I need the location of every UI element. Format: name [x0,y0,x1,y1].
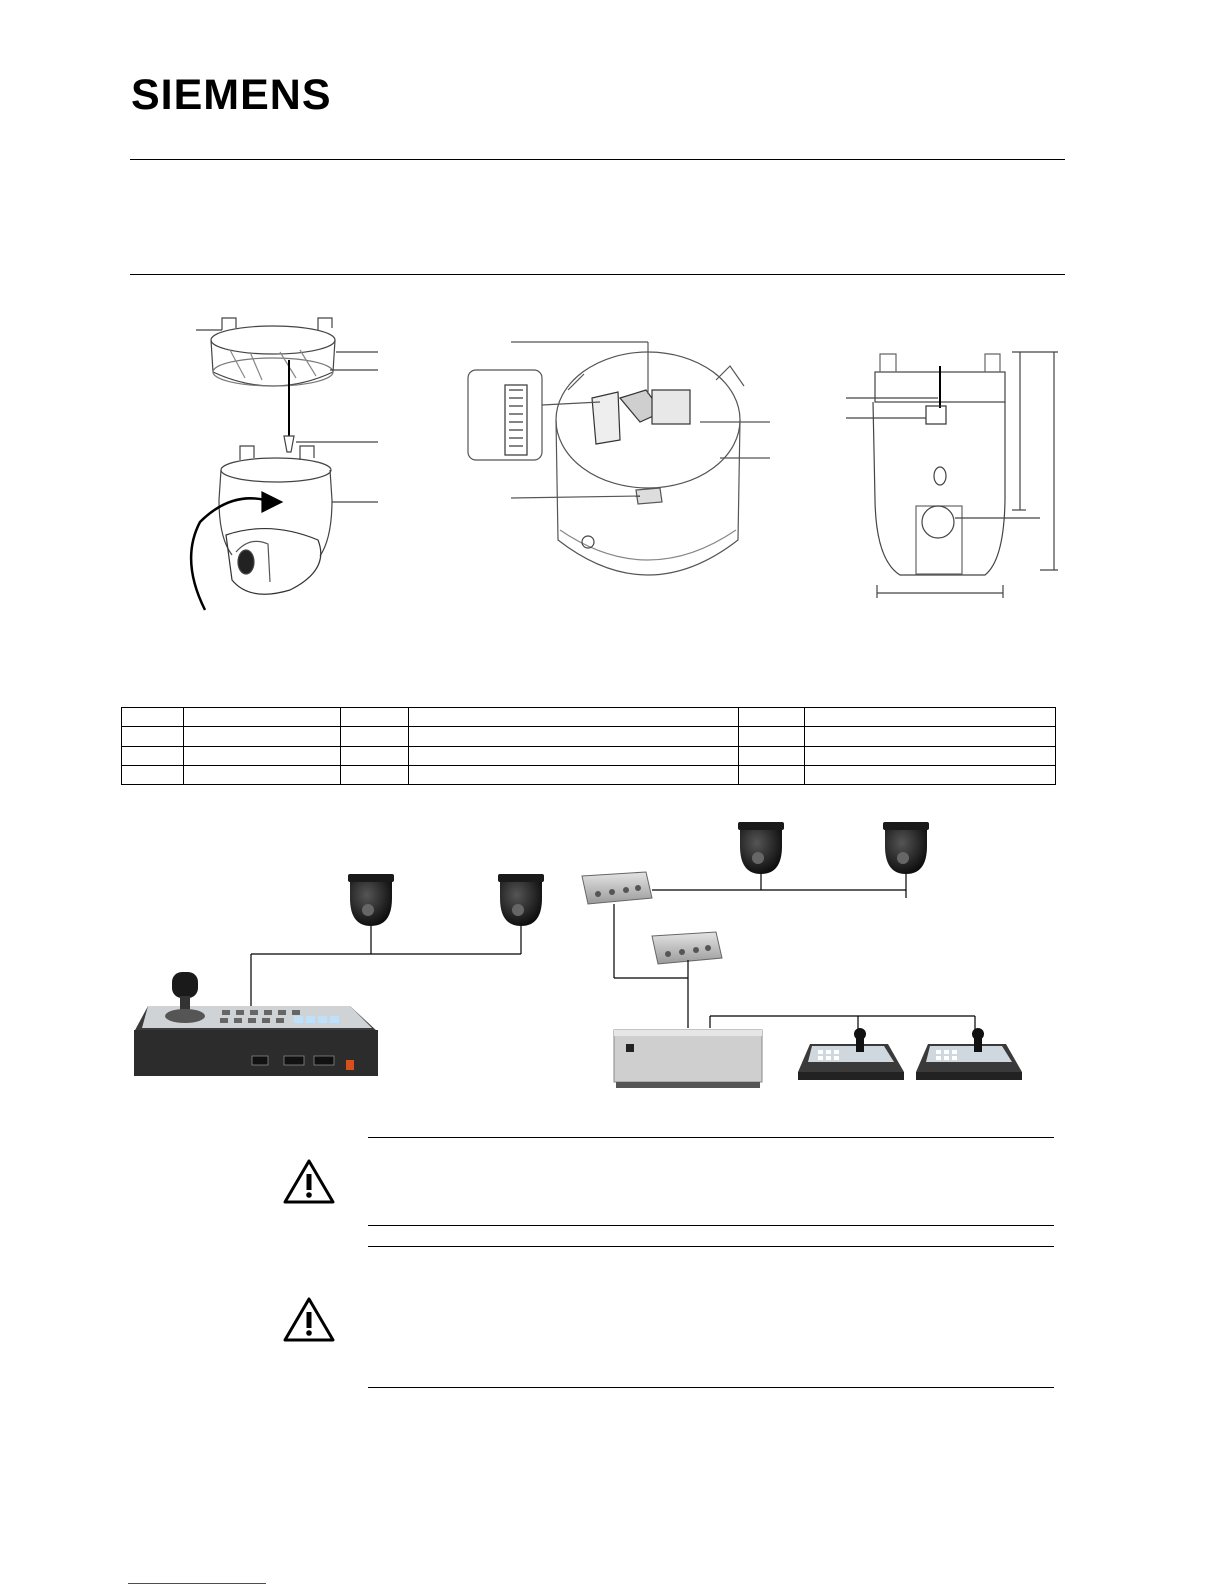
warning-2-rule-bottom [368,1387,1054,1388]
warning-triangle-icon [282,1158,336,1206]
table-cell [739,708,805,727]
header-rule-top [130,159,1065,160]
table-cell [341,746,409,765]
camera-drawings [0,290,1225,620]
dimension-drawing [846,352,1058,598]
table-cell [739,746,805,765]
system-diagrams [0,810,1225,1100]
internal-view-drawing [468,342,770,575]
table-cell [184,746,341,765]
dome-camera [738,822,784,874]
table-row [122,746,1056,765]
warning-1-rule-bottom [368,1225,1054,1226]
table-cell [122,765,184,784]
dome-camera [498,874,544,926]
table-cell [409,727,739,746]
table-row [122,708,1056,727]
table-cell [805,765,1056,784]
header-rule-bottom [130,274,1065,275]
table-cell [184,765,341,784]
table-row [122,727,1056,746]
distribution-box [652,932,722,964]
table-cell [184,727,341,746]
warning-triangle-icon [282,1296,336,1344]
table-cell [341,727,409,746]
table-cell [122,708,184,727]
control-keyboard [916,1028,1022,1080]
table-cell [805,708,1056,727]
control-keyboard [798,1028,904,1080]
distribution-box [582,872,652,904]
table-cell [805,746,1056,765]
siemens-logo: SIEMENS [131,71,332,119]
left-system-diagram [134,874,544,1076]
table-cell [409,708,739,727]
table-row [122,765,1056,784]
table-cell [122,727,184,746]
table-cell [184,708,341,727]
table-cell [341,708,409,727]
control-keyboard [134,972,378,1076]
warning-2-rule-top [368,1246,1054,1247]
spec-table [121,707,1056,785]
table-cell [739,727,805,746]
mounting-exploded-drawing [191,318,378,610]
table-cell [409,746,739,765]
matrix-switcher [614,1030,762,1088]
table-cell [805,727,1056,746]
warning-1-rule-top [368,1137,1054,1138]
table-cell [341,765,409,784]
dome-camera [883,822,929,874]
table-cell [409,765,739,784]
dome-camera [348,874,394,926]
right-system-diagram [582,822,1022,1088]
table-cell [122,746,184,765]
table-cell [739,765,805,784]
footer-link-underline[interactable] [128,1583,266,1584]
